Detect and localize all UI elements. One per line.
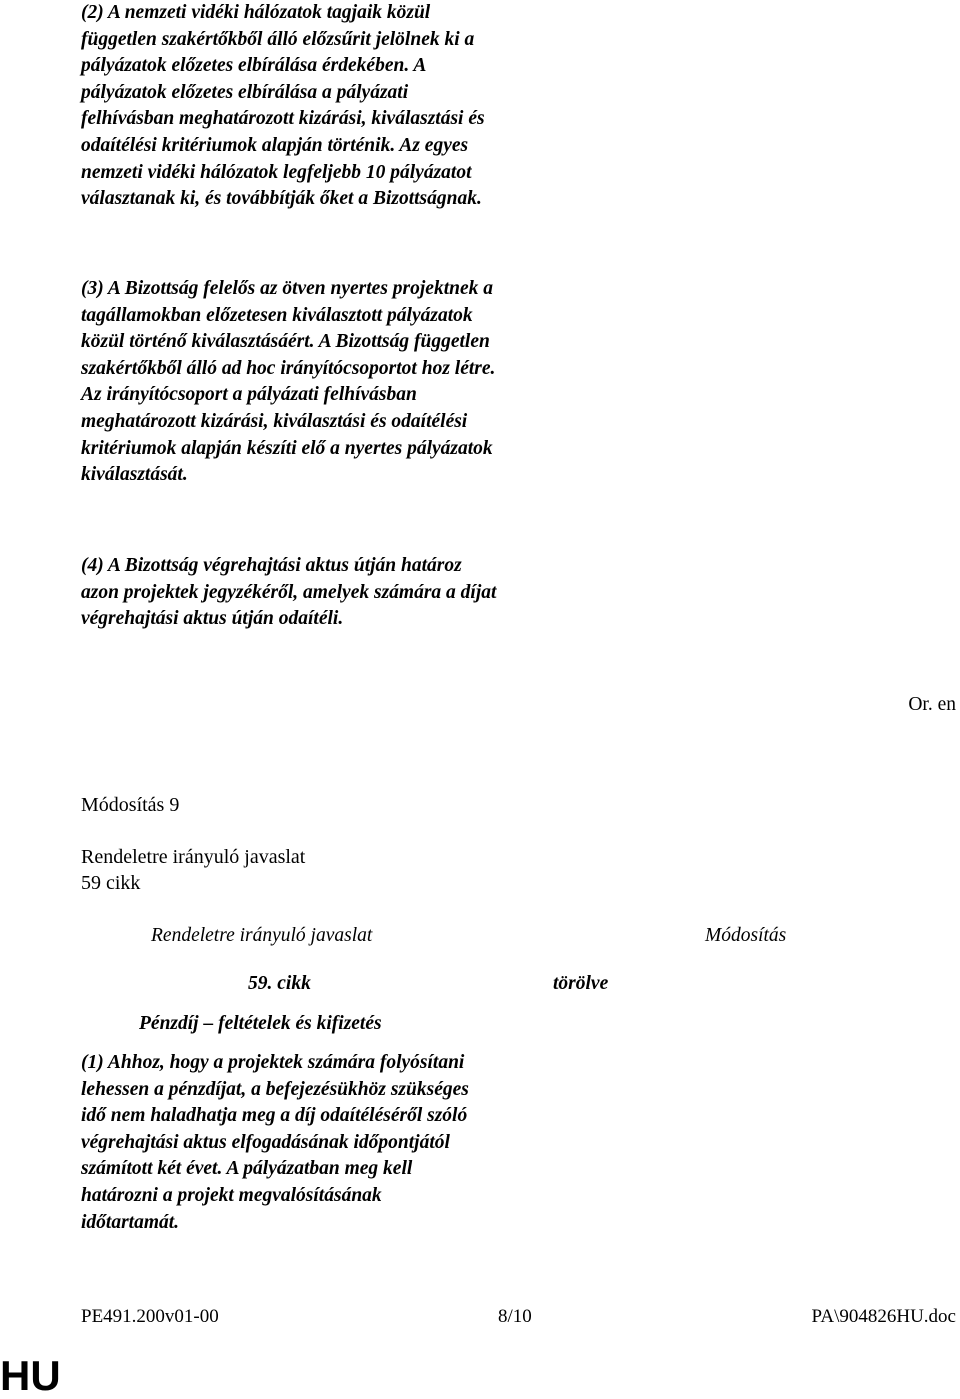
article-title: Pénzdíj – feltételek és kifizetés — [139, 1013, 382, 1034]
footer-page-number: 8/10 — [498, 1306, 532, 1327]
footer-reference: PE491.200v01-00 — [81, 1306, 219, 1327]
original-language-label: Or. en — [908, 694, 956, 715]
proposal-title: Rendeletre irányuló javaslat — [81, 846, 306, 868]
language-code: HU — [0, 1352, 61, 1399]
paragraph-3: (3) A Bizottság felelős az ötven nyertes projektnek a tagállamokban előzetesen kiválasztott pályázatok közül történő kiválasztásáért. A Bizottság független szakértőkből álló ad hoc irányítócsoportot hoz létre. Az irányítócsoport a pályázati felhívásban meghatározott kizárási, kiválasztási és odaítélési kritériumok alapján készíti elő a nyertes pályázatok kiválasztását. — [81, 278, 496, 486]
amendment-number: Módosítás 9 — [81, 794, 180, 816]
article-paragraph-1: (1) Ahhoz, hogy a projektek számára folyósítani lehessen a pénzdíjat, a befejezésükhöz szükséges idő nem haladhatja meg a díj odaítéléséről szóló végrehajtási aktus elfogadásának időpontjától számított két évet. A pályázatban meg kell határozni a projekt megvalósításának időtartamát. — [81, 1052, 469, 1233]
paragraph-2: (2) A nemzeti vidéki hálózatok tagjaik közül független szakértőkből álló előzsűrit jelölnek ki a pályázatok előzetes elbírálása érdekében. A pályázatok előzetes elbírálása a pályázati felhívásban meghatározott kizárási, kiválasztási és odaítélési kritériumok alapján történik. Az egyes nemzeti vidéki hálózatok legfeljebb 10 pályázatot választanak ki, és továbbítják őket a Bizottságnak. — [81, 2, 485, 210]
paragraph-4: (4) A Bizottság végrehajtási aktus útján határoz azon projektek jegyzékéről, amelyek számára a díjat végrehajtási aktus útján odaítéli. — [81, 555, 497, 630]
footer-file-name: PA\904826HU.doc — [811, 1306, 956, 1327]
proposal-article: 59 cikk — [81, 872, 141, 894]
column-header-proposal: Rendeletre irányuló javaslat — [151, 925, 373, 946]
deleted-label: törölve — [553, 973, 609, 994]
column-header-amendment: Módosítás — [705, 925, 787, 946]
article-number: 59. cikk — [248, 973, 311, 994]
proposal-heading — [81, 844, 305, 896]
